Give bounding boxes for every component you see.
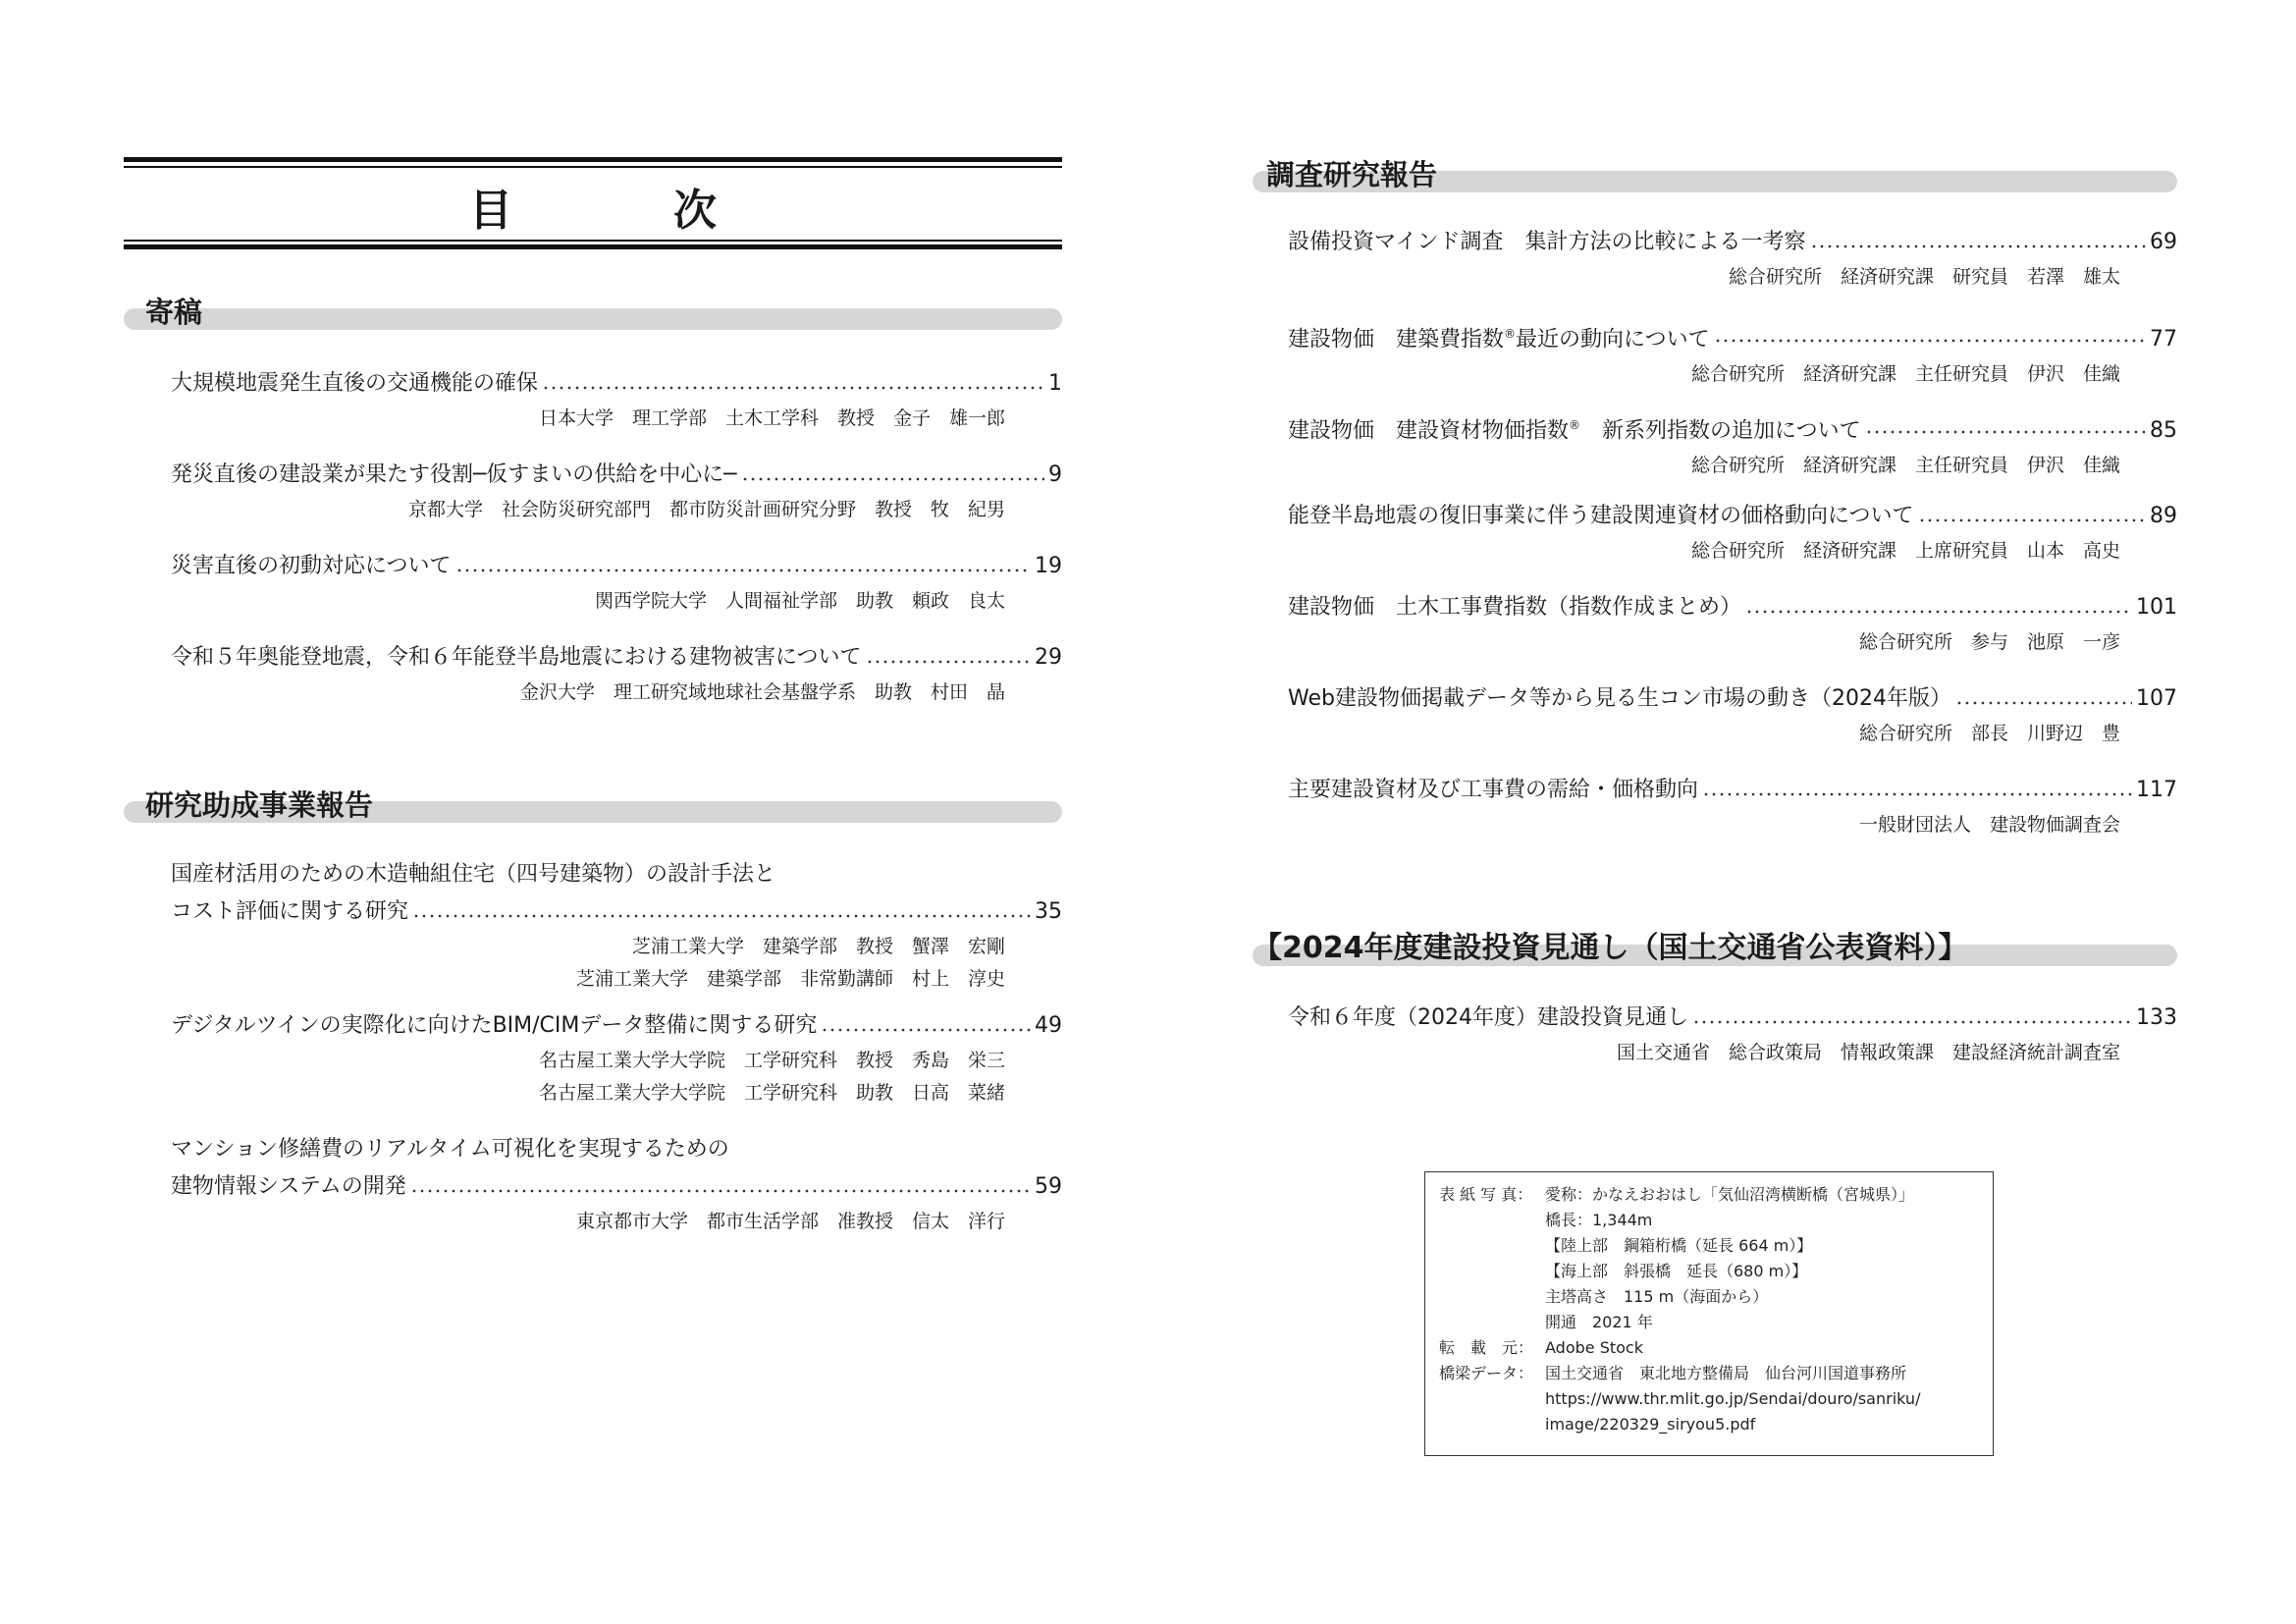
leader-dots xyxy=(412,914,1031,918)
entry-author: 金沢大学 理工研究域地球社会基盤学系 助教 村田 晶 xyxy=(519,681,1005,703)
toc-entry[interactable] xyxy=(1288,589,2177,659)
cover-row: 橋梁データ： 国土交通省 東北地方整備局 仙台河川国道事務所 xyxy=(1439,1364,1907,1382)
leader-dots xyxy=(1918,518,2146,522)
leader-dots xyxy=(1810,244,2146,248)
entry-page: 19 xyxy=(1035,554,1062,578)
cover-row xyxy=(1439,1412,1979,1437)
leader-dots xyxy=(1955,701,2132,705)
page-title: 目 次 xyxy=(469,186,775,236)
title-rule-bottom-thick xyxy=(124,244,1062,249)
entry-page: 101 xyxy=(2136,595,2177,620)
cover-row: 【陸上部 鋼箱桁橋（延長 664 m）】 xyxy=(1545,1236,1813,1255)
entry-author: 京都大学 社会防災研究部門 都市防災計画研究分野 教授 牧 紀男 xyxy=(407,499,1005,520)
cover-source-url[interactable]: image/220329_siryou5.pdf xyxy=(1545,1415,1756,1434)
section-heading-construction-investment xyxy=(1253,929,2177,968)
entry-title: 建設物価 建設資材物価指数 xyxy=(1288,418,1570,444)
title-rule-bottom-thin xyxy=(124,240,1062,242)
entry-title: Web建設物価掲載データ等から見る生コン市場の動き（2024年版） xyxy=(1288,686,1951,711)
toc-entry[interactable] xyxy=(171,548,1062,618)
entry-page: 117 xyxy=(2136,778,2177,802)
cover-source-url[interactable]: https://www.thr.mlit.go.jp/Sendai/douro/sanriku/ xyxy=(1545,1389,1921,1408)
registered-mark: ® xyxy=(1504,327,1517,341)
entry-title: 建設物価 土木工事費指数（指数作成まとめ） xyxy=(1288,595,1742,620)
section-heading-kikou xyxy=(124,293,1062,332)
entry-title: コスト評価に関する研究 xyxy=(171,899,409,924)
toc-entry[interactable] xyxy=(171,1007,1062,1110)
cover-row: 橋長：1,344m xyxy=(1545,1211,1653,1229)
entry-page: 85 xyxy=(2150,418,2177,444)
entry-page: 35 xyxy=(1035,899,1062,924)
leader-dots xyxy=(821,1028,1031,1032)
entry-author: 東京都市大学 都市生活学部 准教授 信太 洋行 xyxy=(575,1211,1005,1232)
entry-author: 名古屋工業大学大学院 工学研究科 助教 日高 菜緒 xyxy=(538,1082,1005,1104)
toc-entry[interactable] xyxy=(171,639,1062,709)
toc-title-block xyxy=(124,157,1062,251)
entry-page: 49 xyxy=(1035,1013,1062,1038)
toc-entry[interactable] xyxy=(171,856,1062,996)
leader-dots xyxy=(1692,1020,2132,1024)
entry-title: 設備投資マインド調査 集計方法の比較による一考察 xyxy=(1288,230,1806,254)
entry-author: 総合研究所 経済研究課 研究員 若澤 雄太 xyxy=(1728,266,2120,288)
toc-entry[interactable] xyxy=(1288,315,2177,391)
leader-dots xyxy=(741,477,1045,481)
entry-author: 一般財団法人 建設物価調査会 xyxy=(1858,814,2120,836)
entry-page: 89 xyxy=(2150,504,2177,528)
toc-entry[interactable] xyxy=(1288,406,2177,482)
entry-author: 総合研究所 経済研究課 上席研究員 山本 高史 xyxy=(1690,540,2120,562)
entry-page: 133 xyxy=(2136,1005,2177,1030)
title-rule-top-thin xyxy=(124,166,1062,168)
entry-author: 名古屋工業大学大学院 工学研究科 教授 秀島 栄三 xyxy=(538,1050,1005,1071)
leader-dots xyxy=(410,1189,1031,1193)
section-label: 【2024年度建設投資見通し（国土交通省公表資料）】 xyxy=(1253,931,1968,965)
entry-page: 29 xyxy=(1035,645,1062,670)
entry-page: 77 xyxy=(2150,327,2177,352)
entry-title: 建設物価 建築費指数 xyxy=(1288,327,1505,352)
leader-dots xyxy=(1865,430,2146,434)
cover-info-box xyxy=(1424,1171,1994,1456)
entry-title: 能登半島地震の復旧事業に伴う建設関連資材の価格動向について xyxy=(1288,504,1914,528)
entry-author: 芝浦工業大学 建築学部 教授 蟹澤 宏剛 xyxy=(631,936,1005,957)
registered-mark: ® xyxy=(1569,418,1581,432)
toc-entry[interactable] xyxy=(1288,498,2177,568)
entry-author: 関西学院大学 人間福祉学部 助教 頼政 良太 xyxy=(594,590,1005,612)
entry-page: 9 xyxy=(1048,462,1062,487)
cover-row: 転 載 元： Adobe Stock xyxy=(1439,1338,1643,1357)
entry-page: 69 xyxy=(2150,230,2177,254)
leader-dots xyxy=(1702,792,2132,796)
leader-dots xyxy=(542,386,1044,390)
entry-page: 1 xyxy=(1048,371,1062,396)
entry-title-line1: 国産材活用のための木造軸組住宅（四号建築物）の設計手法と xyxy=(171,862,776,887)
entry-title: 発災直後の建設業が果たす役割─仮すまいの供給を中心に─ xyxy=(171,462,737,487)
toc-entry[interactable] xyxy=(171,457,1062,526)
toc-entry[interactable] xyxy=(171,1131,1062,1238)
leader-dots xyxy=(455,568,1031,572)
entry-title: 令和５年奥能登地震，令和６年能登半島地震における建物被害について xyxy=(171,645,862,670)
section-label: 調査研究報告 xyxy=(1266,158,1438,191)
toc-entry[interactable] xyxy=(1288,772,2177,841)
cover-row: 【海上部 斜張橋 延長（680 m）】 xyxy=(1545,1262,1808,1280)
leader-dots xyxy=(1714,339,2146,343)
toc-entry[interactable] xyxy=(1288,224,2177,294)
entry-author: 総合研究所 経済研究課 主任研究員 伊沢 佳織 xyxy=(1690,455,2120,477)
cover-row xyxy=(1439,1386,1979,1412)
entry-page: 107 xyxy=(2136,686,2177,711)
entry-title-tail: 最近の動向について xyxy=(1516,327,1710,352)
cover-row: 主塔高さ 115 m（海面から） xyxy=(1545,1287,1769,1306)
entry-author: 総合研究所 参与 池原 一彦 xyxy=(1858,631,2120,653)
entry-author: 日本大学 理工学部 土木工学科 教授 金子 雄一郎 xyxy=(538,407,1005,429)
entry-author: 総合研究所 経済研究課 主任研究員 伊沢 佳織 xyxy=(1690,363,2120,386)
title-rule-top-thick xyxy=(124,157,1062,162)
section-label: 寄稿 xyxy=(145,296,203,329)
entry-title-tail: 新系列指数の追加について xyxy=(1602,418,1861,444)
entry-author: 国土交通省 総合政策局 情報政策課 建設経済統計調査室 xyxy=(1616,1042,2120,1063)
cover-row: 表 紙 写 真： 愛称：かなえおおはし「気仙沼湾横断橋（宮城県）」 xyxy=(1439,1185,1915,1204)
entry-title: 建物情報システムの開発 xyxy=(171,1174,406,1199)
section-bar xyxy=(124,308,1062,330)
section-label: 研究助成事業報告 xyxy=(145,788,374,822)
cover-row: 開通 2021 年 xyxy=(1545,1313,1653,1331)
entry-title: 主要建設資材及び工事費の需給・価格動向 xyxy=(1288,778,1699,802)
entry-title: 大規模地震発生直後の交通機能の確保 xyxy=(171,371,539,396)
entry-title: デジタルツインの実際化に向けたBIM/CIMデータ整備に関する研究 xyxy=(171,1013,818,1038)
entry-title: 令和６年度（2024年度）建設投資見通し xyxy=(1288,1005,1688,1030)
entry-author: 総合研究所 部長 川野辺 豊 xyxy=(1858,723,2120,744)
entry-author: 芝浦工業大学 建築学部 非常勤講師 村上 淳史 xyxy=(575,968,1005,990)
entry-page: 59 xyxy=(1035,1174,1062,1199)
toc-entry[interactable] xyxy=(171,365,1062,435)
entry-title: 災害直後の初動対応について xyxy=(171,554,452,578)
toc-entry[interactable] xyxy=(1288,1000,2177,1069)
leader-dots xyxy=(866,660,1031,664)
section-heading-research-grant xyxy=(124,785,1062,825)
toc-entry[interactable] xyxy=(1288,680,2177,750)
section-heading-survey xyxy=(1253,155,2177,194)
entry-title-line1: マンション修繕費のリアルタイム可視化を実現するための xyxy=(171,1137,729,1162)
leader-dots xyxy=(1745,610,2132,614)
